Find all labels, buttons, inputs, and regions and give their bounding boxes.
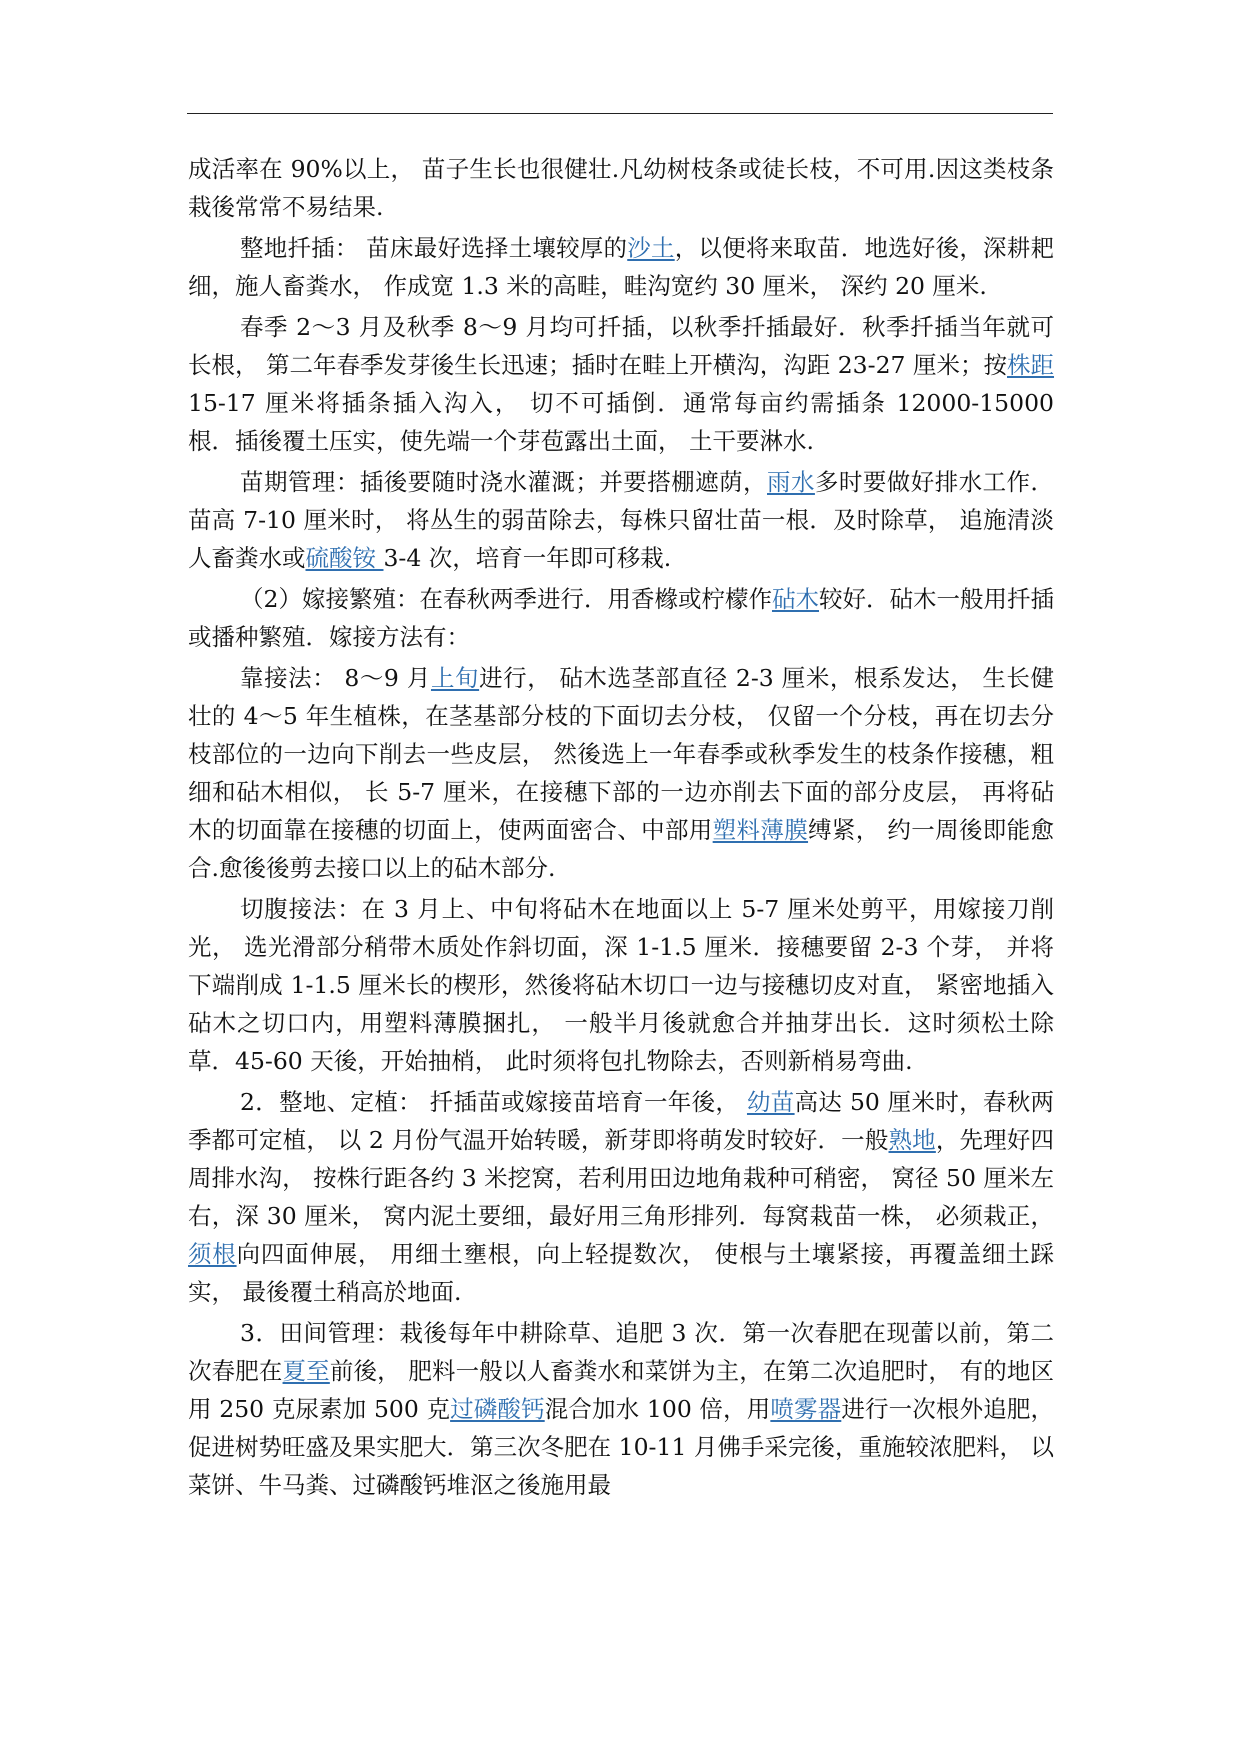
text-run: 高达 50 厘米时，春秋两季都可定植， 以 2 月份气温开始转暖，新芽即将萌发时较好．一般: [188, 1088, 1055, 1154]
text-run: 切腹接法：在 3 月上、中旬将砧木在地面以上 5-7 厘米处剪平，用嫁接刀削光， 选光滑部分稍带木质处作斜切面，深 1-1.5 厘米．接穗要留 2-3 个芽， 并将下端削成 1-1.5 厘米长的楔形，然後将砧木切口一边与接穗切皮对直， 紧密地插入砧木之切口内，用塑料薄膜捆扎， 一般半月後就愈合并抽芽出长．这时须松土除草．45-60 天後，开始抽梢， 此时须将包扎物除去，否则新梢易弯曲.: [188, 895, 1054, 1075]
paragraph: [188, 580, 1054, 656]
hyperlink[interactable]: 株距: [1007, 351, 1055, 379]
text-run: 春季 2～3 月及秋季 8～9 月均可扦插，以秋季扦插最好．秋季扦插当年就可长根， 第二年春季发芽後生长迅速；插时在畦上开横沟，沟距 23-27 厘米；按: [188, 313, 1054, 379]
text-run: 2．整地、定植： 扦插苗或嫁接苗培育一年後，: [240, 1088, 747, 1116]
text-run: ，先理好四周排水沟， 按株行距各约 3 米挖窝，若利用田边地角栽种可稍密， 窝径 50 厘米左右，深 30 厘米， 窝内泥土要细，最好用三角形排列．每窝栽苗一株， 必须栽正，: [188, 1126, 1055, 1230]
hyperlink[interactable]: 雨水: [767, 468, 815, 496]
paragraph: [188, 308, 1054, 460]
hyperlink[interactable]: 塑料薄膜: [712, 816, 809, 844]
text-run: 靠接法： 8～9 月: [240, 664, 431, 692]
text-run: 3-4 次，培育一年即可移栽.: [383, 544, 672, 572]
hyperlink[interactable]: 硫酸铵: [305, 544, 384, 572]
hyperlink[interactable]: 砧木: [771, 585, 819, 613]
paragraph: [188, 659, 1054, 887]
hyperlink[interactable]: 夏至: [282, 1357, 330, 1385]
text-run: 苗期管理：插後要随时浇水灌溉；并要搭棚遮荫，: [240, 468, 767, 496]
hyperlink[interactable]: 过磷酸钙: [450, 1395, 545, 1423]
text-run: ，以便将来取苗．地选好後，深耕耙细，施人畜粪水， 作成宽 1.3 米的高畦，畦沟宽约 30 厘米， 深约 20 厘米.: [188, 234, 1055, 300]
hyperlink[interactable]: 幼苗: [746, 1088, 795, 1116]
text-run: 混合加水 100 倍，用: [544, 1395, 771, 1423]
text-run: （2）嫁接繁殖：在春秋两季进行．用香橼或柠檬作: [240, 585, 772, 613]
hyperlink[interactable]: 喷雾器: [770, 1395, 842, 1423]
text-run: 较好．砧木一般用扦插或播种繁殖．嫁接方法有：: [188, 585, 1055, 651]
hyperlink[interactable]: 上旬: [430, 664, 480, 692]
text-run: 前後， 肥料一般以人畜粪水和菜饼为主，在第二次追肥时， 有的地区用 250 克尿素加 500 克: [188, 1357, 1054, 1423]
text-run: 缚紧， 约一周後即能愈合.愈後後剪去接口以上的砧木部分.: [188, 816, 1054, 882]
text-run: 15-17 厘米将插条插入沟入， 切不可插倒．通常每亩约需插条 12000-15000 根．插後覆土压实，使先端一个芽苞露出土面， 土干要淋水.: [188, 389, 1054, 455]
text-run: 整地扦插： 苗床最好选择土壤较厚的: [240, 234, 628, 262]
paragraph: [188, 890, 1054, 1080]
paragraph: [188, 150, 1054, 226]
hyperlink[interactable]: 须根: [188, 1240, 237, 1268]
text-run: 进行， 砧木选茎部直径 2-3 厘米，根系发达， 生长健壮的 4～5 年生植株，在茎基部分枝的下面切去分枝， 仅留一个分枝，再在切去分枝部位的一边向下削去一些皮层， 然後选上一年春季或秋季发生的枝条作接穗，粗细和砧木相似， 长 5-7 厘米，在接穗下部的一边亦削去下面的部分皮层， 再将砧木的切面靠在接穗的切面上，使两面密合、中部用: [188, 664, 1054, 844]
text-run: 3．田间管理：栽後每年中耕除草、追肥 3 次．第一次春肥在现蕾以前，第二次春肥在: [188, 1319, 1054, 1385]
header-rule: [187, 113, 1053, 114]
text-run: 进行一次根外追肥， 促进树势旺盛及果实肥大．第三次冬肥在 10-11 月佛手采完後，重施较浓肥料， 以菜饼、牛马粪、过磷酸钙堆沤之後施用最: [188, 1395, 1055, 1499]
document-body: [188, 150, 1054, 1507]
text-run: 向四面伸展， 用细土壅根，向上轻提数次， 使根与土壤紧接，再覆盖细土踩实， 最後覆土稍高於地面.: [188, 1240, 1054, 1306]
paragraph: [188, 463, 1054, 577]
text-run: 成活率在 90%以上， 苗子生长也很健壮.凡幼树枝条或徒长枝，不可用.因这类枝条栽後常常不易结果.: [188, 155, 1054, 221]
hyperlink[interactable]: 熟地: [888, 1126, 936, 1154]
paragraph: [188, 229, 1054, 305]
text-run: 多时要做好排水工作．苗高 7-10 厘米时， 将丛生的弱苗除去，每株只留壮苗一根．及时除草， 追施清淡人畜粪水或: [188, 468, 1055, 572]
paragraph: [188, 1314, 1054, 1504]
hyperlink[interactable]: 沙土: [627, 234, 675, 262]
paragraph: [188, 1083, 1054, 1311]
